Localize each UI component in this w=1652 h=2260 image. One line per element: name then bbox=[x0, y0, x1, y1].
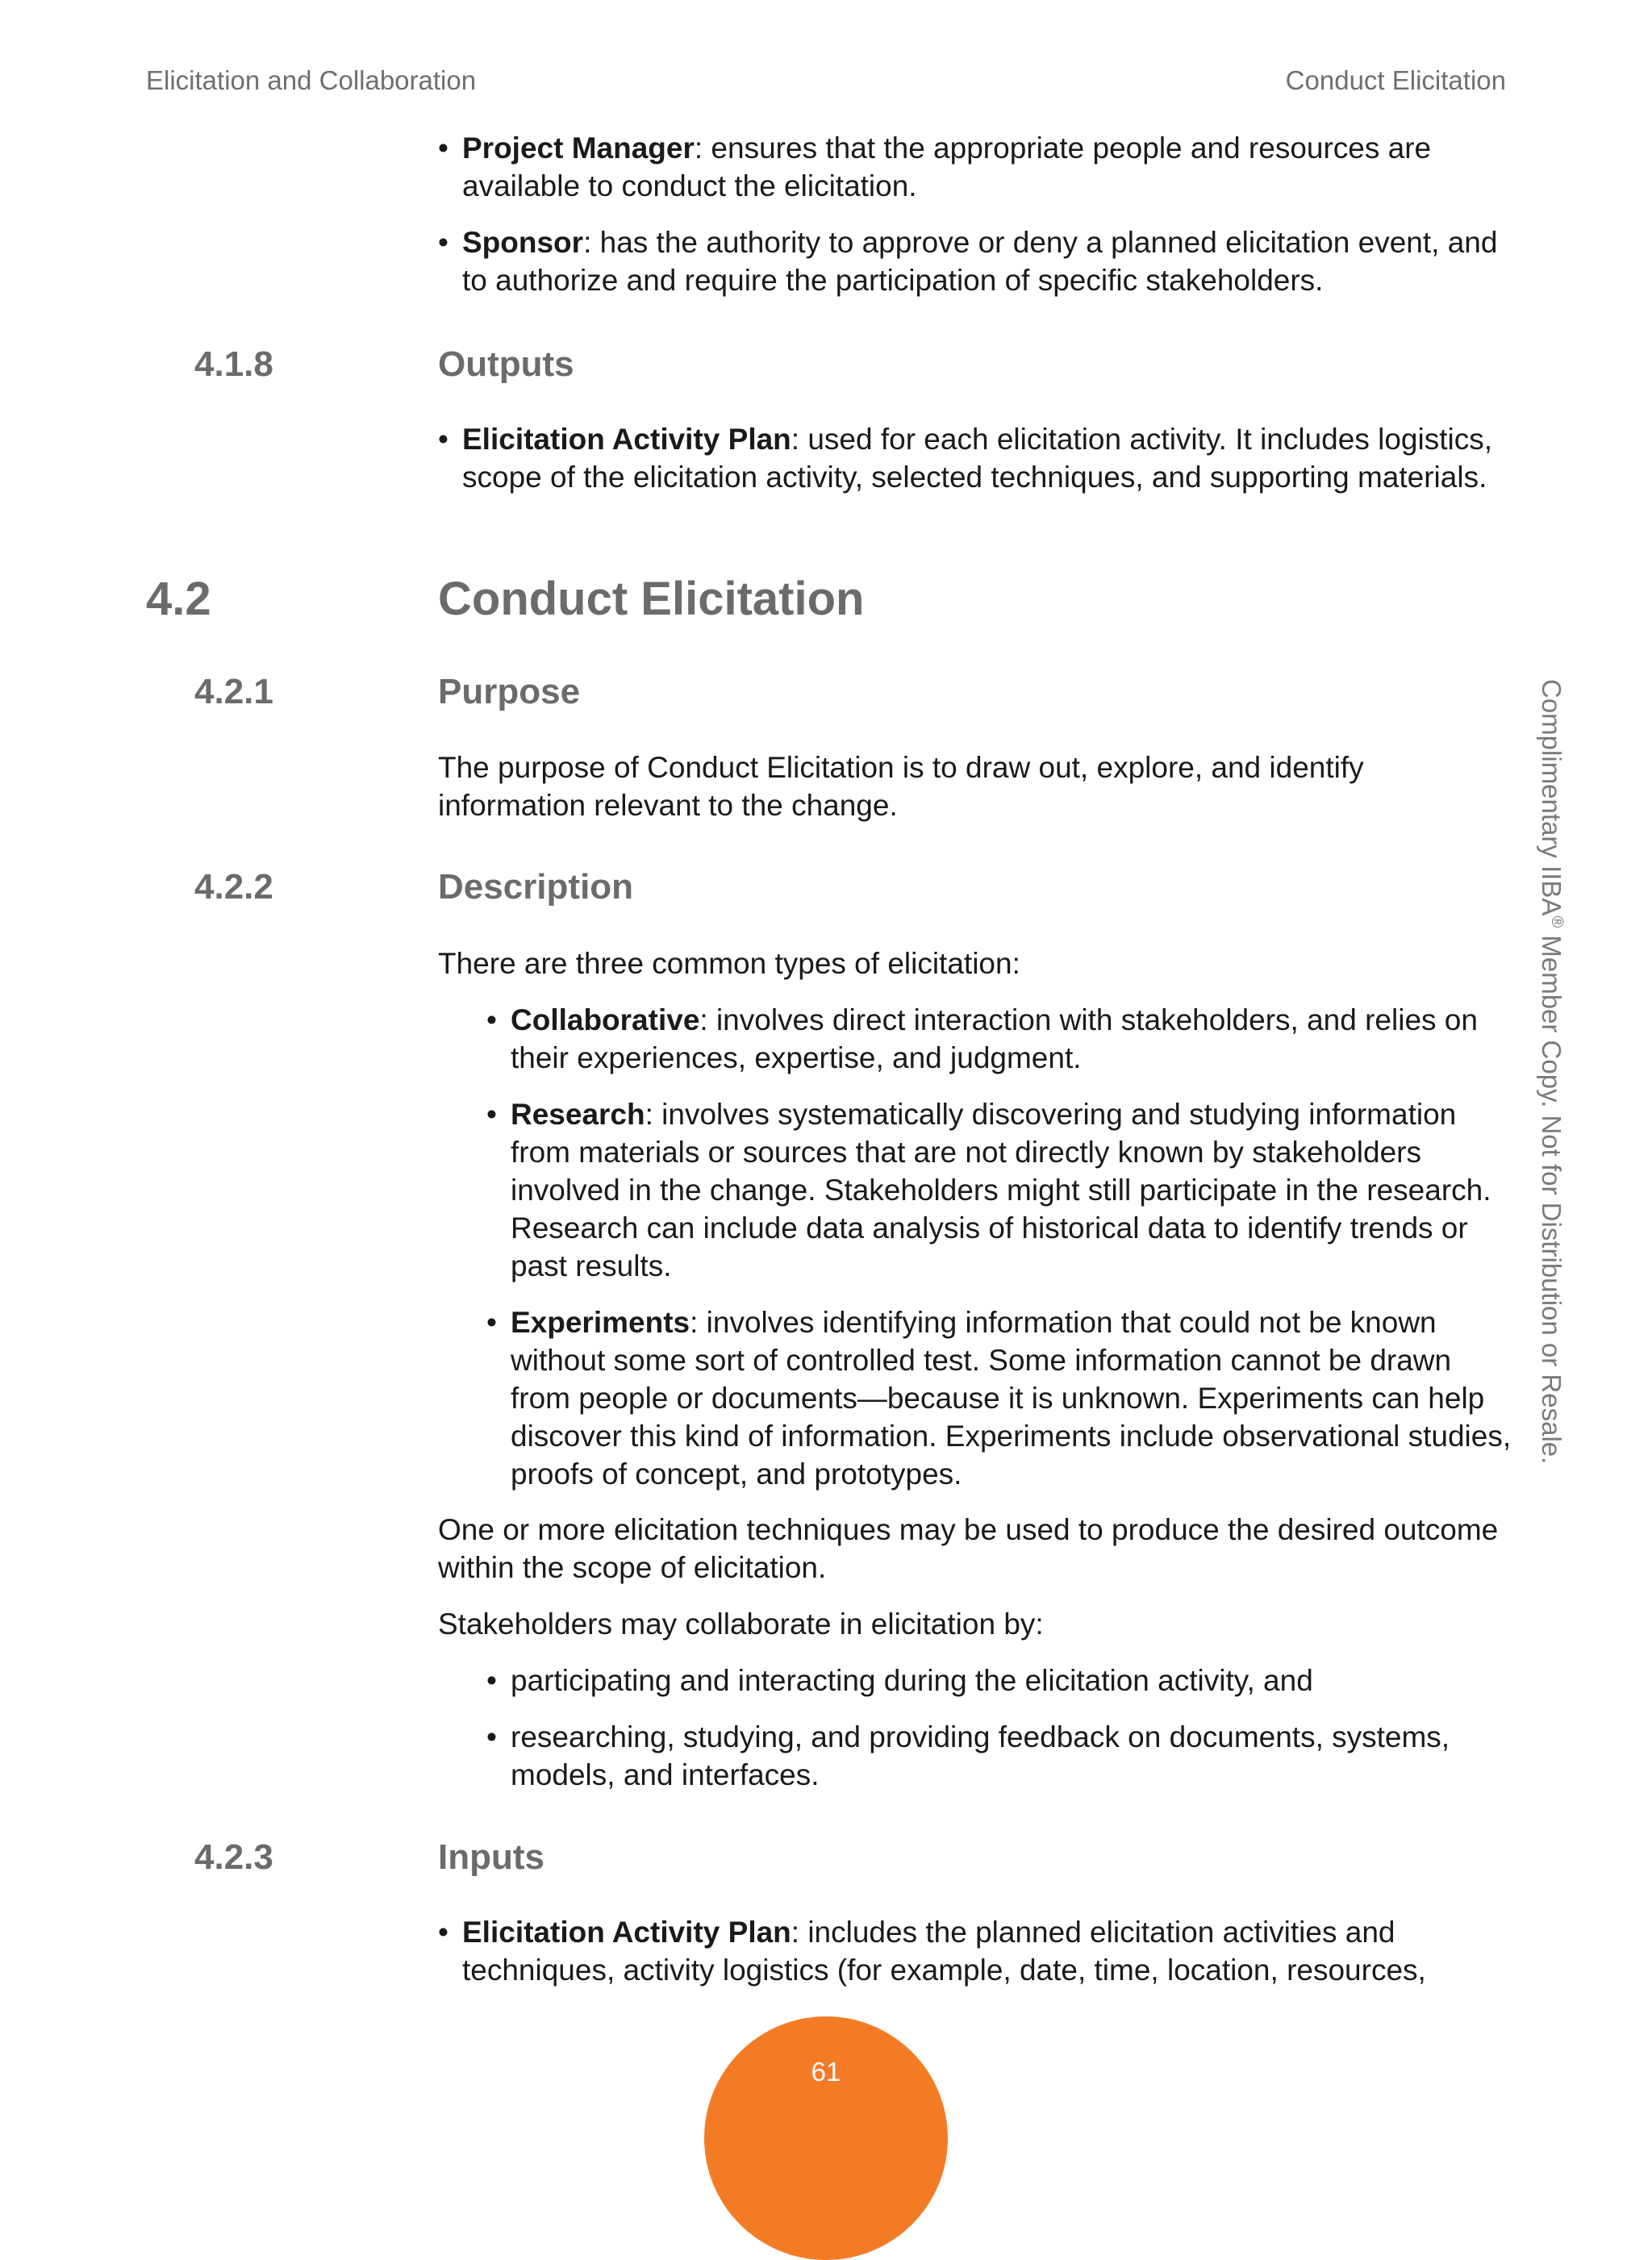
stakeholder-bullet-list bbox=[438, 129, 1519, 299]
bullet-term: Elicitation Activity Plan bbox=[462, 1916, 791, 1949]
list-item bbox=[486, 1095, 1519, 1285]
registered-mark: ® bbox=[1548, 915, 1566, 928]
description-intro: There are three common types of elicitation: bbox=[438, 947, 1020, 980]
list-item bbox=[438, 1913, 1519, 1989]
list-item bbox=[438, 420, 1519, 496]
page-number-badge bbox=[704, 2016, 948, 2260]
chapter-title: Conduct Elicitation bbox=[438, 573, 865, 625]
running-header-left: Elicitation and Collaboration bbox=[146, 65, 477, 95]
section-title: Description bbox=[438, 867, 634, 907]
section-title: Purpose bbox=[438, 672, 581, 711]
list-item bbox=[486, 1718, 1519, 1794]
bullet-text: participating and interacting during the elicitation activity, and bbox=[511, 1664, 1313, 1697]
list-item bbox=[486, 1001, 1519, 1077]
running-header-right: Conduct Elicitation bbox=[1285, 65, 1506, 95]
bullet-text: : involves systematically discovering and studying information from materials or sources that are not directly known by stakeholders involved in the change. Stakeholders might still participate in the research. Research can include data analysis of historical data to identify trends or past results. bbox=[511, 1098, 1491, 1282]
page-number: 61 bbox=[811, 2057, 841, 2087]
techniques-paragraph: One or more elicitation techniques may be used to produce the desired outcome within the scope of elicitation. bbox=[438, 1513, 1499, 1584]
bullet-term: Sponsor bbox=[462, 226, 584, 259]
list-item bbox=[438, 129, 1519, 205]
purpose-paragraph: The purpose of Conduct Elicitation is to draw out, explore, and identify information relevant to the change. bbox=[438, 751, 1364, 822]
bullet-term: Elicitation Activity Plan bbox=[462, 423, 791, 456]
bullet-term: Project Manager bbox=[462, 131, 695, 165]
bullet-term: Experiments bbox=[511, 1306, 690, 1339]
copyright-watermark bbox=[1535, 679, 1573, 1464]
bullet-text: : used for each elicitation activity. It includes logistics, scope of the elicitation activity, selected techniques, and supporting materials. bbox=[462, 423, 1492, 494]
outputs-bullet-list bbox=[438, 420, 1519, 496]
section-title: Inputs bbox=[438, 1837, 544, 1877]
bullet-text: : involves direct interaction with stakeholders, and relies on their experiences, expertise, and judgment. bbox=[511, 1003, 1478, 1074]
bullet-text: : involves identifying information that could not be known without some sort of controlled test. Some information cannot be drawn from people or documents—because it is unknown. Experiments can help discover this kind of information. Experiments include observational studies, proofs of concept, and prototypes. bbox=[511, 1306, 1512, 1491]
list-item bbox=[486, 1303, 1519, 1493]
watermark-text: Complimentary IIBA bbox=[1537, 679, 1566, 916]
bullet-text: : has the authority to approve or deny a planned elicitation event, and to authorize and require the participation of specific stakeholders. bbox=[462, 226, 1498, 297]
collaborate-paragraph: Stakeholders may collaborate in elicitation by: bbox=[438, 1607, 1044, 1641]
section-title: Outputs bbox=[438, 344, 574, 384]
list-item bbox=[486, 1662, 1519, 1699]
list-item bbox=[438, 223, 1519, 299]
chapter-number: 4.2 bbox=[146, 573, 211, 625]
bullet-text: researching, studying, and providing feedback on documents, systems, models, and interfaces. bbox=[511, 1720, 1450, 1791]
bullet-term: Research bbox=[511, 1098, 645, 1131]
section-number: 4.1.8 bbox=[194, 344, 273, 384]
bullet-text: : includes the planned elicitation activities and techniques, activity logistics (for example, date, time, location, resources, bbox=[462, 1916, 1426, 1987]
bullet-term: Collaborative bbox=[511, 1003, 700, 1036]
collaboration-list bbox=[486, 1662, 1519, 1794]
inputs-bullet-list bbox=[438, 1913, 1519, 1989]
watermark-text: Member Copy. Not for Distribution or Resale. bbox=[1537, 928, 1566, 1465]
bullet-text: : ensures that the appropriate people and resources are available to conduct the elicitation. bbox=[462, 131, 1432, 202]
section-number: 4.2.1 bbox=[194, 672, 273, 711]
elicitation-types-list bbox=[486, 1001, 1519, 1493]
section-number: 4.2.3 bbox=[194, 1837, 273, 1877]
section-number: 4.2.2 bbox=[194, 867, 273, 907]
